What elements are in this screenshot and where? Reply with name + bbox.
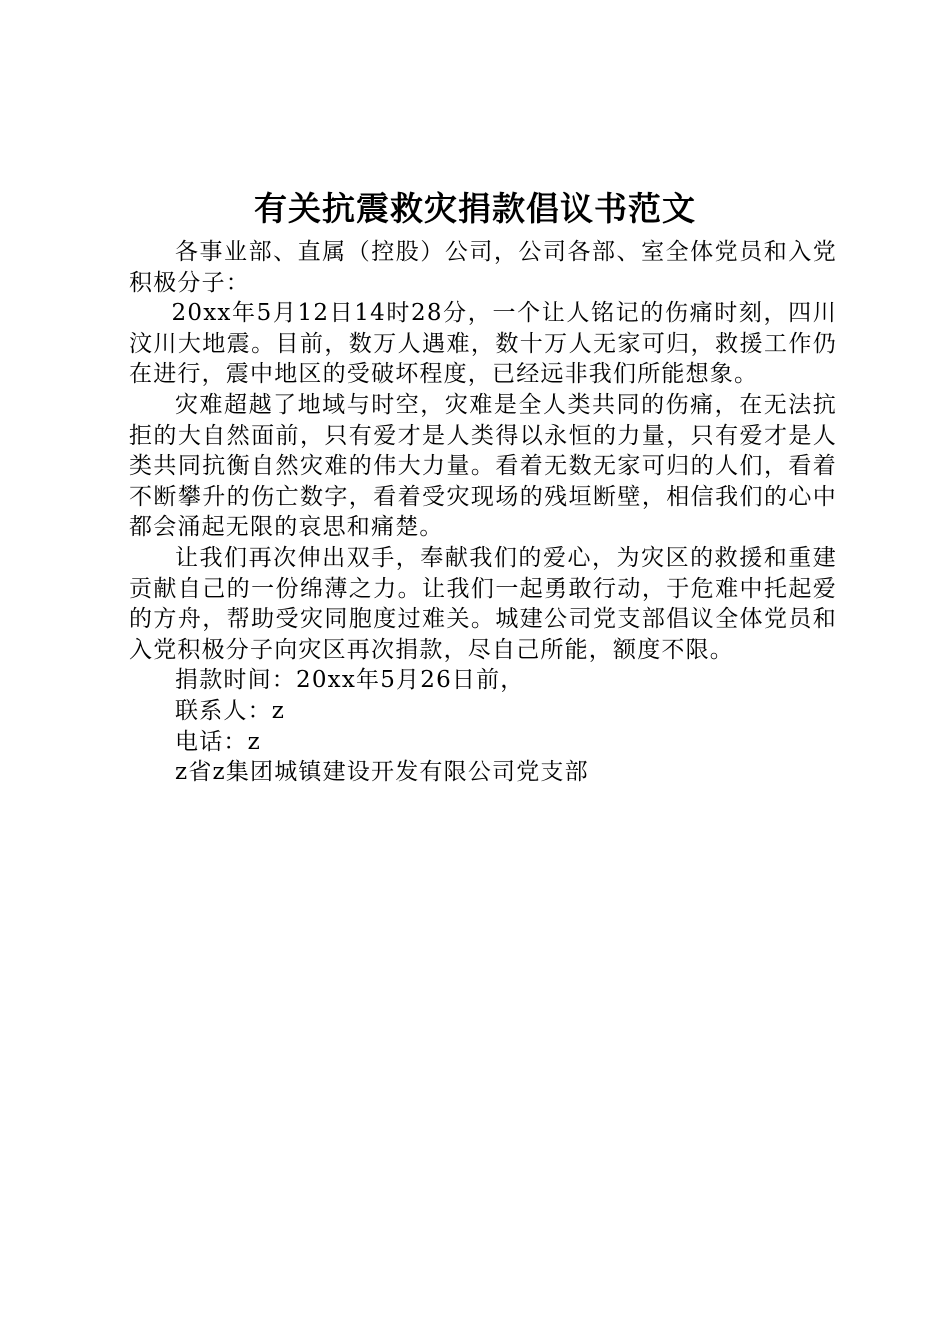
paragraph-earthquake-report: 20xx年5月12日14时28分，一个让人铭记的伤痛时刻，四川汶川大地震。目前，数万人遇难，数十万人无家可归，救援工作仍在进行，震中地区的受破坏程度，已经远非我们所能想象。 <box>129 300 837 388</box>
contact-phone: 电话：z <box>175 728 261 755</box>
donation-time: 捐款时间：20xx年5月26日前， <box>175 667 525 694</box>
paragraph-disaster-love: 灾难超越了地域与时空，灾难是全人类共同的伤痛，在无法抗拒的大自然面前，只有爱才是人类得以永恒的力量，只有爱才是人类共同抗衡自然灾难的伟大力量。看着无数无家可归的人们，看着不断攀升的伤亡数字，看着受灾现场的残垣断壁，相信我们的心中都会涌起无限的哀思和痛楚。 <box>129 391 837 541</box>
contact-person: 联系人：z <box>175 697 286 724</box>
salutation: 各事业部、直属（控股）公司，公司各部、室全体党员和入党积极分子： <box>129 239 837 296</box>
document-body <box>129 237 837 788</box>
signature-organization: z省z集团城镇建设开发有限公司党支部 <box>175 759 589 786</box>
document-title: 有关抗震救灾捐款倡议书范文 <box>254 189 696 228</box>
paragraph-call-to-action: 让我们再次伸出双手，奉献我们的爱心，为灾区的救援和重建贡献自己的一份绵薄之力。让我们一起勇敢行动，于危难中托起爱的方舟，帮助受灾同胞度过难关。城建公司党支部倡议全体党员和入党积极分子向灾区再次捐款，尽自己所能，额度不限。 <box>129 544 837 663</box>
